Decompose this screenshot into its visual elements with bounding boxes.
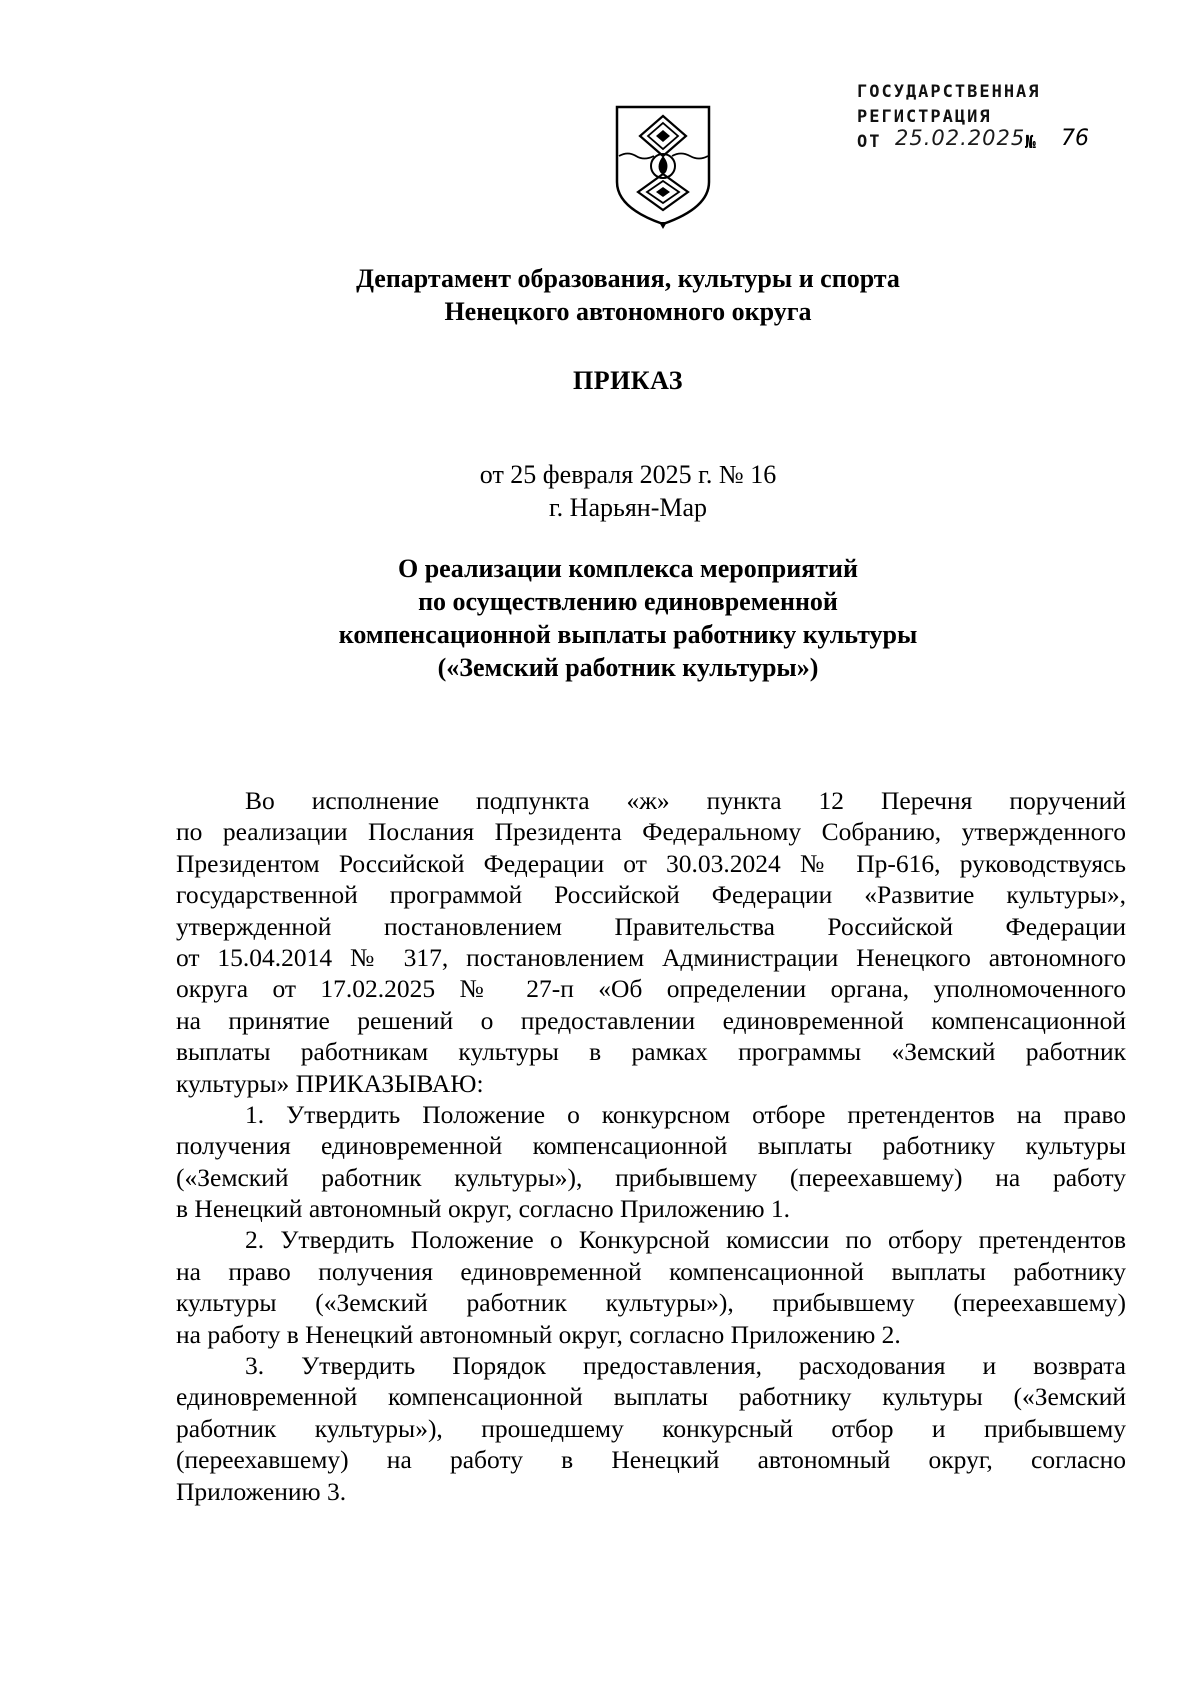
- text-line: («Земский работник культуры»), прибывшему (переехавшему) на работу: [176, 1162, 1126, 1192]
- text-line: на принятие решений о предоставлении единовременной компенсационной: [176, 1005, 1126, 1035]
- stamp-prefix: ОТ: [857, 132, 882, 152]
- preamble-paragraph: [176, 785, 1126, 1099]
- text-line: получения единовременной компенсационной выплаты работнику культуры: [176, 1131, 1126, 1161]
- text-line: культуры («Земский работник культуры»), прибывшему (переехавшему): [176, 1288, 1126, 1318]
- item-1-paragraph: [176, 1099, 1126, 1225]
- text-line: на работу в Ненецкий автономный округ, согласно Приложению 2.: [176, 1319, 901, 1349]
- coat-of-arms-emblem: [614, 104, 712, 230]
- title-line: («Земский работник культуры»): [437, 653, 819, 682]
- department-line: Ненецкого автономного округа: [444, 297, 812, 326]
- text-line: 1. Утвердить Положение о конкурсном отборе претендентов на право: [245, 1099, 1126, 1129]
- text-line: 2. Утвердить Положение о Конкурсной комиссии по отбору претендентов: [245, 1225, 1126, 1255]
- stamp-title: ГОСУДАРСТВЕННАЯ: [857, 82, 1041, 102]
- text-line: на право получения единовременной компенсационной выплаты работнику: [176, 1256, 1126, 1286]
- text-line: округа от 17.02.2025 № 27-п «Об определении органа, уполномоченного: [176, 974, 1126, 1004]
- text-line: государственной программой Российской Федерации «Развитие культуры»,: [176, 880, 1126, 910]
- text-line: 3. Утвердить Порядок предоставления, расходования и возврата: [245, 1351, 1126, 1381]
- title-line: О реализации комплекса мероприятий: [398, 554, 858, 583]
- text-line: Приложению 3.: [176, 1476, 347, 1506]
- text-line: работник культуры»), прошедшему конкурсный отбор и прибывшему: [176, 1413, 1126, 1443]
- text-line: выплаты работникам культуры в рамках программы «Земский работник: [176, 1037, 1126, 1067]
- text-line: в Ненецкий автономный округ, согласно Приложению 1.: [176, 1194, 791, 1224]
- order-body: [176, 785, 1126, 1507]
- stamp-number: 76: [1061, 126, 1089, 151]
- item-3-paragraph: [176, 1350, 1126, 1507]
- order-title: [150, 552, 1106, 684]
- text-line: Президентом Российской Федерации от 30.03.2024 № Пр-616, руководствуясь: [176, 848, 1126, 878]
- text-line: утвержденной постановлением Правительства Российской Федерации: [176, 911, 1126, 941]
- text-line: единовременной компенсационной выплаты работнику культуры («Земский: [176, 1382, 1126, 1412]
- registration-stamp: [857, 82, 1117, 162]
- stamp-subtitle: РЕГИСТРАЦИЯ: [857, 107, 992, 127]
- title-line: компенсационной выплаты работнику культуры: [338, 620, 918, 649]
- order-place: г. Нарьян-Мар: [548, 493, 708, 522]
- text-line: культуры» ПРИКАЗЫВАЮ:: [176, 1068, 484, 1098]
- date-and-place: [150, 458, 1106, 524]
- stamp-date: 25.02.2025: [895, 126, 1026, 150]
- title-line: по осуществлению единовременной: [418, 587, 838, 616]
- stamp-number-label: №: [1025, 132, 1036, 153]
- item-2-paragraph: [176, 1224, 1126, 1350]
- text-line: по реализации Послания Президента Федеральному Собранию, утвержденного: [176, 817, 1126, 847]
- department-line: Департамент образования, культуры и спорта: [356, 264, 900, 293]
- order-date-number: от 25 февраля 2025 г. № 16: [479, 460, 777, 489]
- text-line: от 15.04.2014 № 317, постановлением Администрации Ненецкого автономного: [176, 942, 1126, 972]
- text-line: (переехавшему) на работу в Ненецкий автономный округ, согласно: [176, 1445, 1126, 1475]
- department-heading: [150, 262, 1106, 328]
- text-line: Во исполнение подпункта «ж» пункта 12 Перечня поручений: [245, 786, 1126, 815]
- document-type: ПРИКАЗ: [572, 366, 684, 395]
